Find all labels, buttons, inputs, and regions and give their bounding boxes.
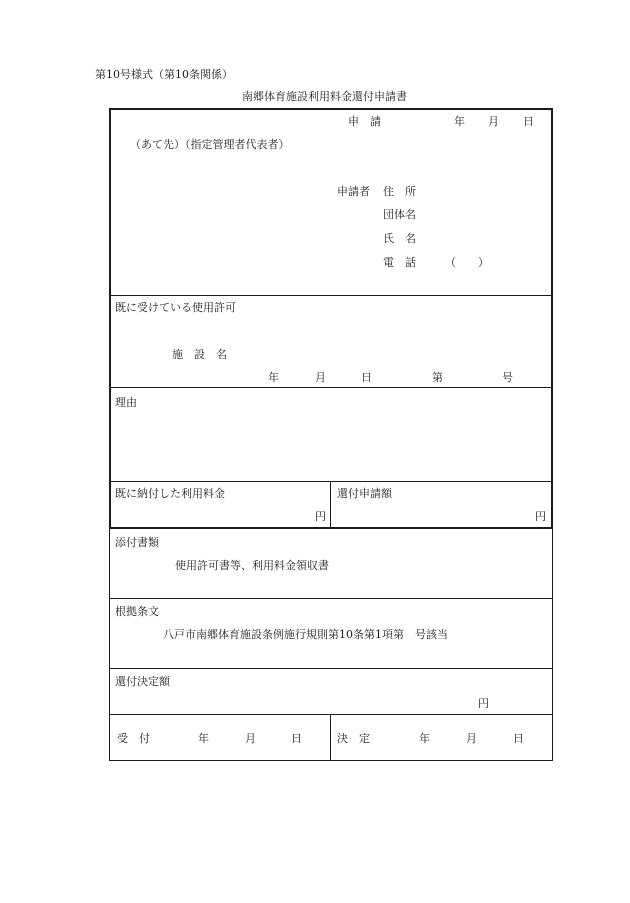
permit-day-label: 日 [361,371,372,384]
form-border-bold-bottom [109,527,553,529]
address-label: 住 所 [383,185,416,198]
decided-year-label: 年 [419,732,430,745]
section-divider [109,668,553,669]
permit-number-prefix: 第 [432,371,443,384]
received-label: 受 付 [117,732,150,745]
name-label: 氏 名 [383,232,416,245]
form-border-right-upper [551,108,553,529]
permit-number-suffix: 号 [502,371,513,384]
form-border-left-lower [109,528,110,761]
form-border-top [109,108,553,110]
addressee-label: （あて先）（指定管理者代表者） [130,138,290,151]
permit-heading: 既に受けている使用許可 [115,301,236,314]
received-year-label: 年 [198,732,209,745]
section-divider [110,387,552,388]
form-border-left-upper [109,108,111,529]
refund-request-label: 還付申請額 [337,487,392,500]
basis-content: 八戸市南郷体育施設条例施行規則第10条第1項第 号該当 [163,628,448,641]
permit-year-label: 年 [268,371,279,384]
attachments-heading: 添付書類 [115,536,159,549]
permit-month-label: 月 [315,371,326,384]
refund-decision-heading: 還付決定額 [115,675,170,688]
refund-decision-unit: 円 [478,697,489,710]
facility-name-label: 施 設 名 [172,348,227,361]
received-day-label: 日 [291,732,302,745]
paid-fee-label: 既に納付した利用料金 [115,487,225,500]
paid-fee-unit: 円 [315,510,326,523]
basis-heading: 根拠条文 [115,605,159,618]
page-title: 南郷体育施設利用料金還付申請書 [242,90,407,103]
footer-column-divider [330,714,331,761]
form-number: 第10号様式（第10条関係） [95,68,233,81]
section-divider [110,481,552,482]
attachments-content: 使用許可書等、利用料金領収書 [175,559,329,572]
application-day-label: 日 [523,115,534,128]
received-month-label: 月 [245,732,256,745]
fees-column-divider [330,481,331,528]
form-border-right-lower [552,528,553,761]
section-divider [109,714,553,715]
applicant-label: 申請者 [337,185,370,198]
decided-label: 決 定 [337,732,370,745]
application-month-label: 月 [488,115,499,128]
refund-request-unit: 円 [535,510,546,523]
reason-heading: 理由 [115,396,137,409]
decided-month-label: 月 [466,732,477,745]
application-date-label: 申 請 [348,115,381,128]
application-year-label: 年 [454,115,465,128]
group-name-label: 団体名 [383,208,416,221]
form-border-bottom [109,760,553,761]
decided-day-label: 日 [513,732,524,745]
phone-label: 電 話 [383,256,416,269]
section-divider [109,598,553,599]
section-divider [110,295,552,296]
phone-area-code-parens: （ ） [445,256,489,269]
